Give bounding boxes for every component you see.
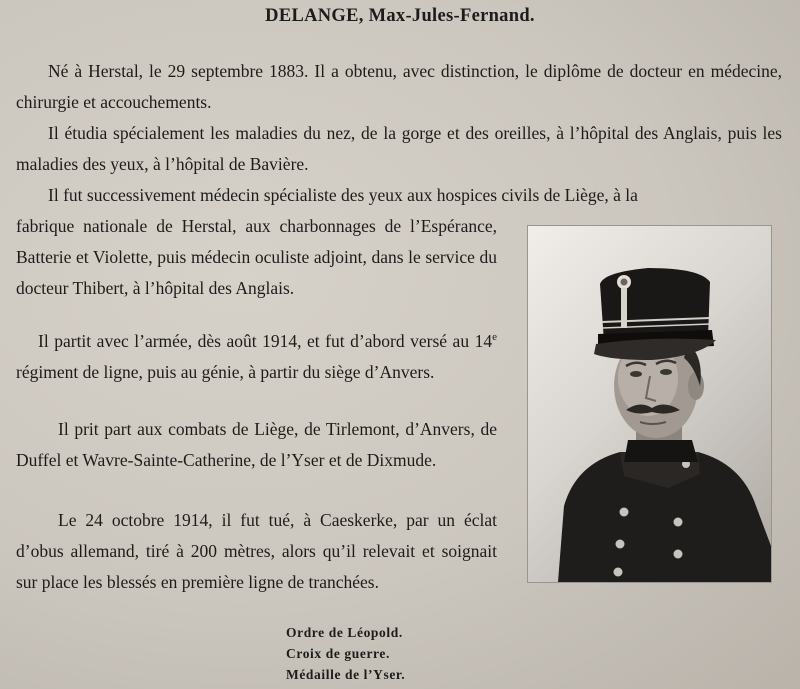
paragraph-career: fabrique nationale de Herstal, aux charbonnages de l’Espérance, Batterie et Violette, puis médecin oculiste adjoint, dans le service du docteur Thibert, à l’hôpital des Anglais. (16, 216, 497, 298)
paragraph-battles: Il prit part aux combats de Liège, de Tirlemont, d’Anvers, de Duffel et Wavre-Sainte-Catherine, de l’Yser et de Dixmude. (16, 419, 497, 470)
paragraph-death: Le 24 octobre 1914, il fut tué, à Caeskerke, par un éclat d’obus allemand, tiré à 200 mètres, alors qu’il relevait et soignait sur place les blessés en première ligne de tranchées. (16, 510, 497, 592)
paragraph-specialization: Il étudia spécialement les maladies du nez, de la gorge et des oreilles, à l’hôpital des Anglais, puis les maladies des yeux, à l’hôpital de Bavière. (16, 123, 782, 174)
award-order-leopold: Ordre de Léopold. (286, 625, 403, 640)
awards-list (286, 622, 405, 685)
page-title: DELANGE, Max-Jules-Fernand. (265, 6, 535, 26)
paragraph-birth-education: Né à Herstal, le 29 septembre 1883. Il a obtenu, avec distinction, le diplôme de docteur en médecine, chirurgie et accouchements. (16, 61, 782, 112)
army-text-end: régiment de ligne, puis au génie, à partir du siège d’Anvers. (16, 361, 435, 382)
paragraph-career-line1: Il fut successivement médecin spécialiste des yeux aux hospices civils de Liège, à la (48, 185, 638, 205)
paragraph-army (16, 322, 497, 388)
army-text-start: Il partit avec l’armée, dès août 1914, et fut d’abord versé au 14 (38, 330, 493, 351)
ordinal-superscript: e (492, 331, 497, 343)
portrait-photo (528, 226, 771, 582)
award-medaille-yser: Médaille de l’Yser. (286, 667, 406, 682)
award-croix-de-guerre: Croix de guerre. (286, 646, 390, 661)
